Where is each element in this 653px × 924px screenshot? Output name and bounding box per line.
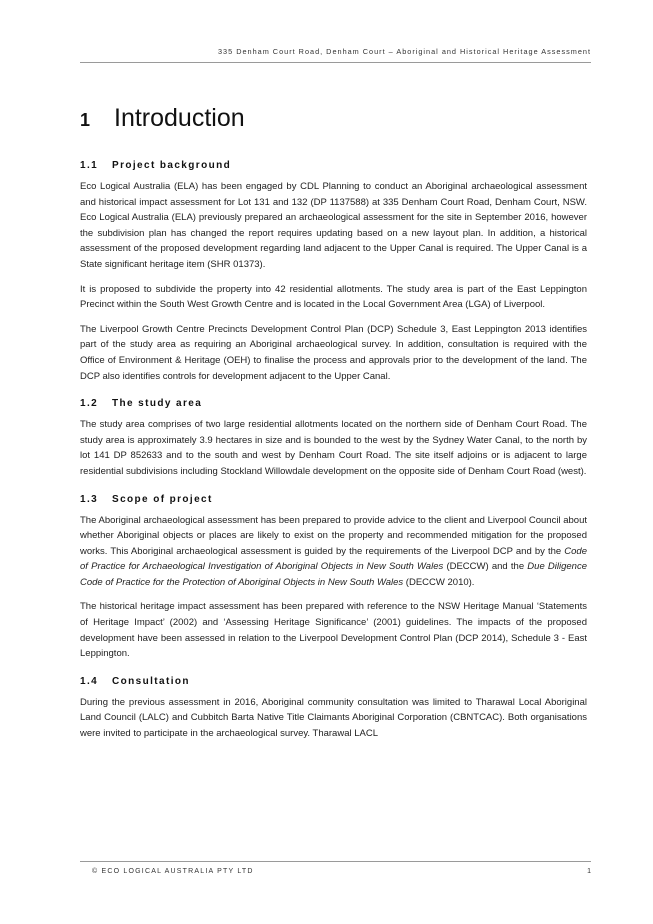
paragraph: Eco Logical Australia (ELA) has been engaged by CDL Planning to conduct an Aboriginal archaeological assessment and historical impact assessment for Lot 131 and 132 (DP 1137588) at 335 Denham Court Road, Denham Court, NSW. Eco Logical Australia (ELA) previously prepared an archaeological assessment for the site in September 2016, however the subdivision plan has changed the report requires updating based on a new layout plan. In addition, a historical assessment of the proposed development regarding land adjacent to the Upper Canal is required. The Upper Canal is a State significant heritage item (SHR 01373). — [80, 181, 587, 270]
section-title: The study area — [112, 398, 203, 410]
page-body — [80, 103, 587, 755]
paragraph: The study area comprises of two large residential allotments located on the northern side of Denham Court Road. The study area is approximately 3.9 hectares in size and is bounded to the west by the Sydney Water Canal, to the north by lot 141 DP 852633 and to the south and west by Denham Court Road. The site itself adjoins or is adjacent to large residential subdivisions including Stockland Willowdale development on the opposite side of Denham Court Road (west). — [80, 419, 587, 477]
section-heading — [80, 397, 587, 411]
paragraph — [80, 513, 587, 591]
paragraph: During the previous assessment in 2016, Aboriginal community consultation was limited to Tharawal Local Aboriginal Land Council (LALC) and Cubbitch Barta Native Title Claimants Aboriginal Corporation (CBNTCAC). Both organisations were invited to participate in the archaeological survey. Tharawal LACL — [80, 696, 587, 740]
section-heading — [80, 675, 587, 689]
section-number: 1.1 — [80, 160, 99, 171]
code-of-practice-title: Code of Practice for Archaeological Investigation of Aboriginal Objects in New South Wales — [80, 545, 587, 573]
section-scope-of-project — [80, 493, 587, 662]
section-number: 1.4 — [80, 675, 99, 687]
text-run: (DECCW) and the — [443, 561, 528, 573]
section-project-background — [80, 159, 587, 384]
running-header: 335 Denham Court Road, Denham Court – Aboriginal and Historical Heritage Assessment — [218, 47, 591, 56]
footer-divider — [80, 861, 591, 862]
paragraph: It is proposed to subdivide the property into 42 residential allotments. The study area is part of the East Leppington Precinct within the South West Growth Centre and is located in the Local Government Area (LGA) of Liverpool. — [80, 283, 587, 311]
chapter-title: Introduction — [114, 104, 245, 132]
text-run: (DECCW 2010). — [403, 576, 475, 588]
paragraph: The Liverpool Growth Centre Precincts Development Control Plan (DCP) Schedule 3, East Leppington 2013 identifies part of the study area as requiring an Aboriginal archaeological survey. In addition, consultation is required with the Office of Environment & Heritage (OEH) to finalise the process and approvals prior to the development of the land. The DCP also identifies controls for development adjacent to the Upper Canal. — [80, 323, 587, 382]
due-diligence-code-title: Due Diligence Code of Practice for the Protection of Aboriginal Objects in New South Wales — [80, 561, 587, 588]
page-number: 1 — [587, 868, 591, 875]
header-divider — [80, 62, 591, 63]
paragraph: The historical heritage impact assessment has been prepared with reference to the NSW Heritage Manual ‘Statements of Heritage Impact’ (2002) and ‘Assessing Heritage Significance’ (2001) guidelines. The impacts of the proposed development have been assessed in relation to the Liverpool Development Control Plan (DCP 2014), Schedule 3 - East Leppington. — [80, 601, 587, 660]
chapter-heading — [80, 103, 587, 135]
text-run: The Aboriginal archaeological assessment has been prepared to provide advice to the client and Liverpool Council about whether Aboriginal objects or places are likely to exist on the property and recommended mitigation for the proposed works. This Aboriginal archaeological assessment is guided by the requirements of the Liverpool DCP and by the — [80, 514, 587, 557]
footer-copyright: © ECO LOGICAL AUSTRALIA PTY LTD — [92, 868, 254, 875]
section-consultation — [80, 675, 587, 742]
section-title: Consultation — [112, 675, 190, 687]
section-title: Project background — [112, 160, 232, 171]
section-study-area — [80, 397, 587, 479]
section-number: 1.3 — [80, 493, 99, 505]
chapter-number: 1 — [80, 110, 91, 130]
section-number: 1.2 — [80, 398, 99, 410]
section-title: Scope of project — [112, 493, 213, 505]
section-heading — [80, 159, 587, 173]
section-heading — [80, 493, 587, 507]
